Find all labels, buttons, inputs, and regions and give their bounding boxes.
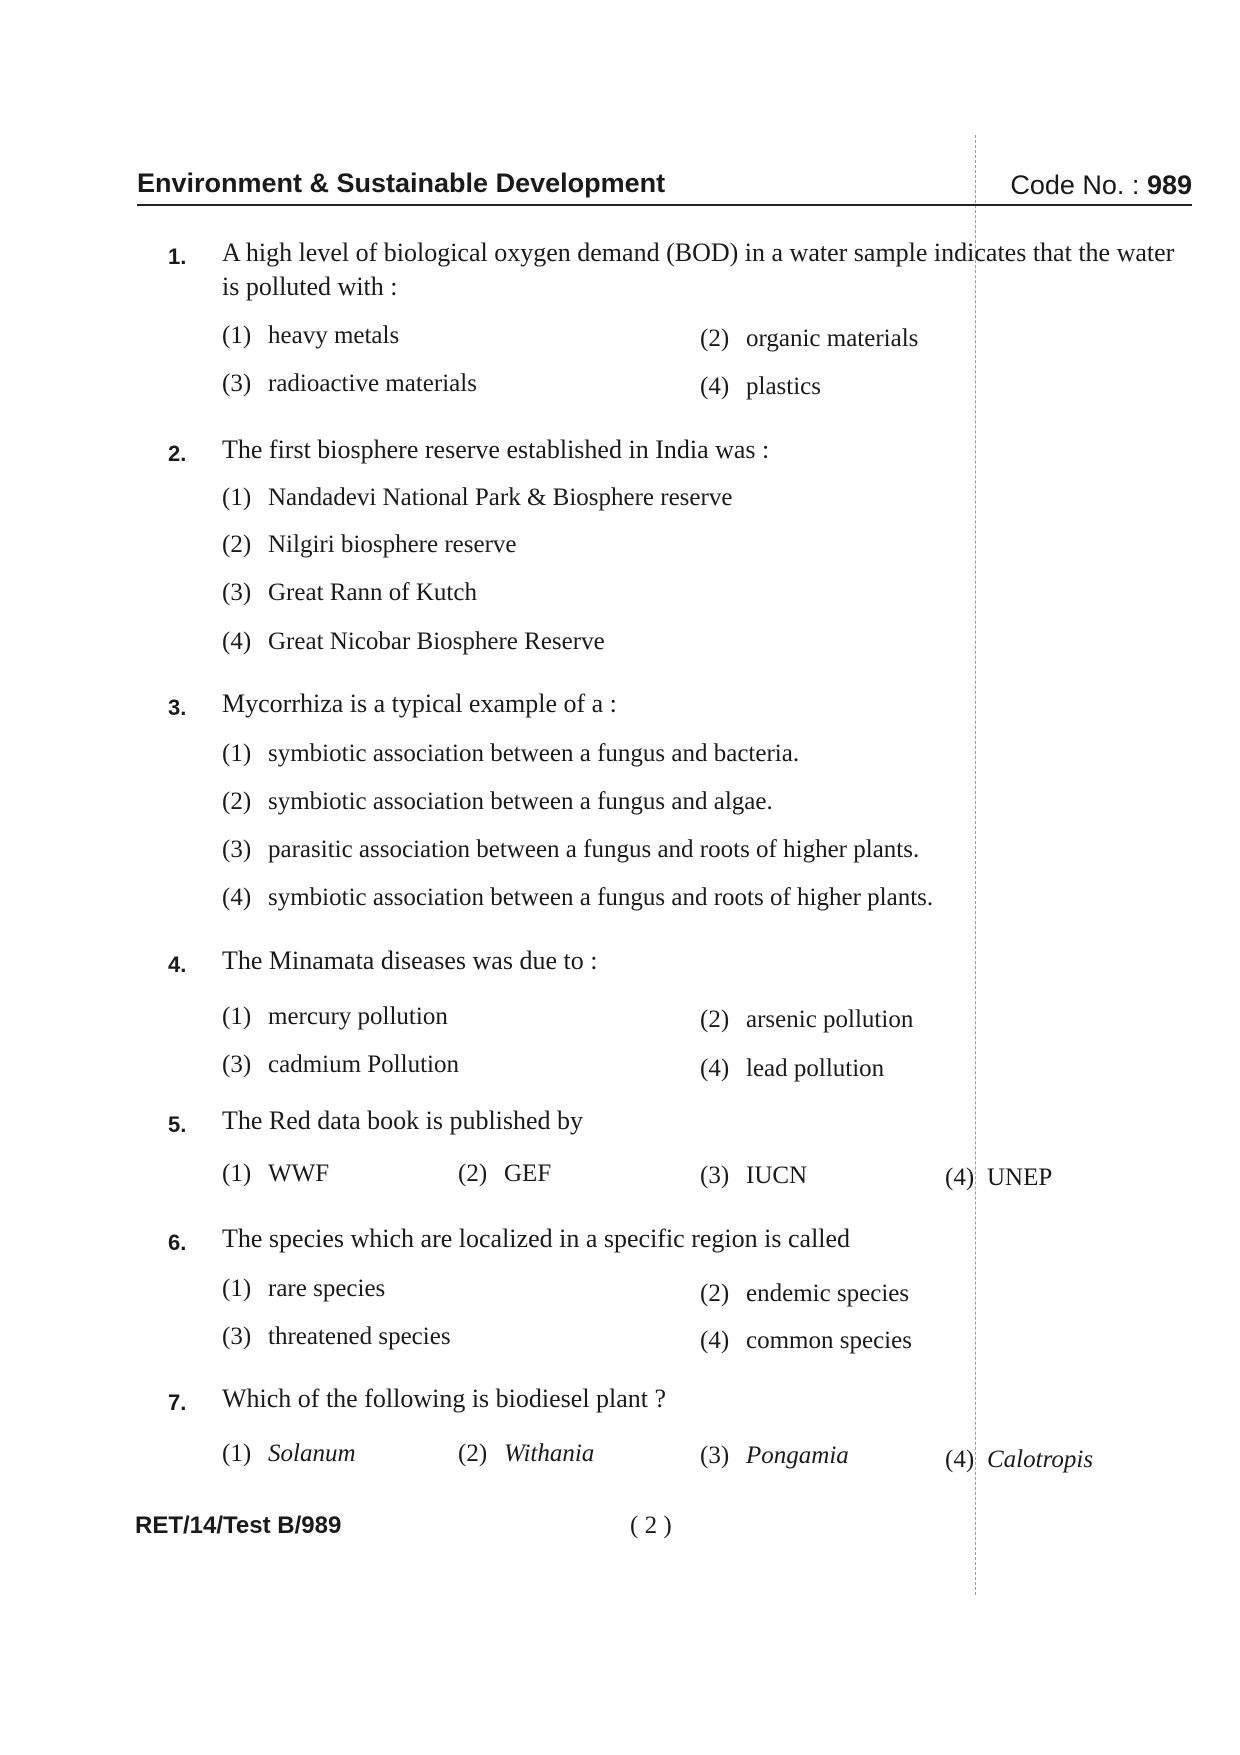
option: (3) threatened species xyxy=(222,1323,451,1350)
option: (3) cadmium Pollution xyxy=(222,1051,459,1078)
option: (2) arsenic pollution xyxy=(700,1006,914,1033)
question-text: The species which are localized in a specific region is called xyxy=(222,1224,851,1253)
subject-title: Environment & Sustainable Development xyxy=(137,168,666,198)
page-divider-line xyxy=(975,135,976,1595)
question-text: The first biosphere reserve established in India was : xyxy=(222,435,770,464)
option: (2) organic materials xyxy=(700,325,919,352)
option: (1) Nandadevi National Park & Biosphere reserve xyxy=(222,484,733,511)
option: (2) Withania xyxy=(458,1440,595,1467)
option: (3) IUCN xyxy=(700,1162,808,1189)
option: (3) Great Rann of Kutch xyxy=(222,579,477,606)
option: (2) GEF xyxy=(458,1160,552,1187)
question-text: A high level of biological oxygen demand (BOD) in a water sample indicates that the water is polluted with : xyxy=(222,238,1175,301)
code-label: Code No. : xyxy=(1010,170,1140,200)
code-value: 989 xyxy=(1146,170,1192,200)
question-text: Mycorrhiza is a typical example of a : xyxy=(222,689,617,718)
question-number: 7. xyxy=(168,1390,187,1415)
option: (4) UNEP xyxy=(945,1164,1053,1191)
question-text: Which of the following is biodiesel plant ? xyxy=(222,1384,667,1413)
question-text: The Red data book is published by xyxy=(222,1106,584,1135)
test-code-footer: RET/14/Test B/989 xyxy=(135,1512,342,1539)
option: (1) Solanum xyxy=(222,1440,356,1467)
option: (4) plastics xyxy=(700,373,821,400)
page-number: ( 2 ) xyxy=(630,1512,672,1539)
option: (2) symbiotic association between a fungus and algae. xyxy=(222,788,773,815)
option: (1) symbiotic association between a fungus and bacteria. xyxy=(222,740,800,767)
question-number: 4. xyxy=(168,952,187,977)
option: (4) common species xyxy=(700,1327,912,1354)
option: (1) WWF xyxy=(222,1160,330,1187)
question-number: 3. xyxy=(168,695,187,720)
option: (3) parasitic association between a fungus and roots of higher plants. xyxy=(222,836,920,863)
page-header xyxy=(137,164,1192,206)
option: (1) rare species xyxy=(222,1275,386,1302)
question-number: 1. xyxy=(168,244,187,269)
option: (4) lead pollution xyxy=(700,1055,885,1082)
question-number: 6. xyxy=(168,1230,187,1255)
option: (3) Pongamia xyxy=(700,1442,849,1469)
question-number: 5. xyxy=(168,1112,187,1137)
option: (1) mercury pollution xyxy=(222,1003,448,1030)
question-text: The Minamata diseases was due to : xyxy=(222,946,598,975)
option: (2) endemic species xyxy=(700,1280,910,1307)
option: (3) radioactive materials xyxy=(222,370,477,397)
option: (2) Nilgiri biosphere reserve xyxy=(222,531,517,558)
option: (4) Calotropis xyxy=(945,1446,1094,1473)
question-number: 2. xyxy=(168,441,187,466)
option: (4) Great Nicobar Biosphere Reserve xyxy=(222,628,605,655)
option: (4) symbiotic association between a fungus and roots of higher plants. xyxy=(222,884,934,911)
code-number xyxy=(1010,170,1192,201)
option: (1) heavy metals xyxy=(222,322,400,349)
